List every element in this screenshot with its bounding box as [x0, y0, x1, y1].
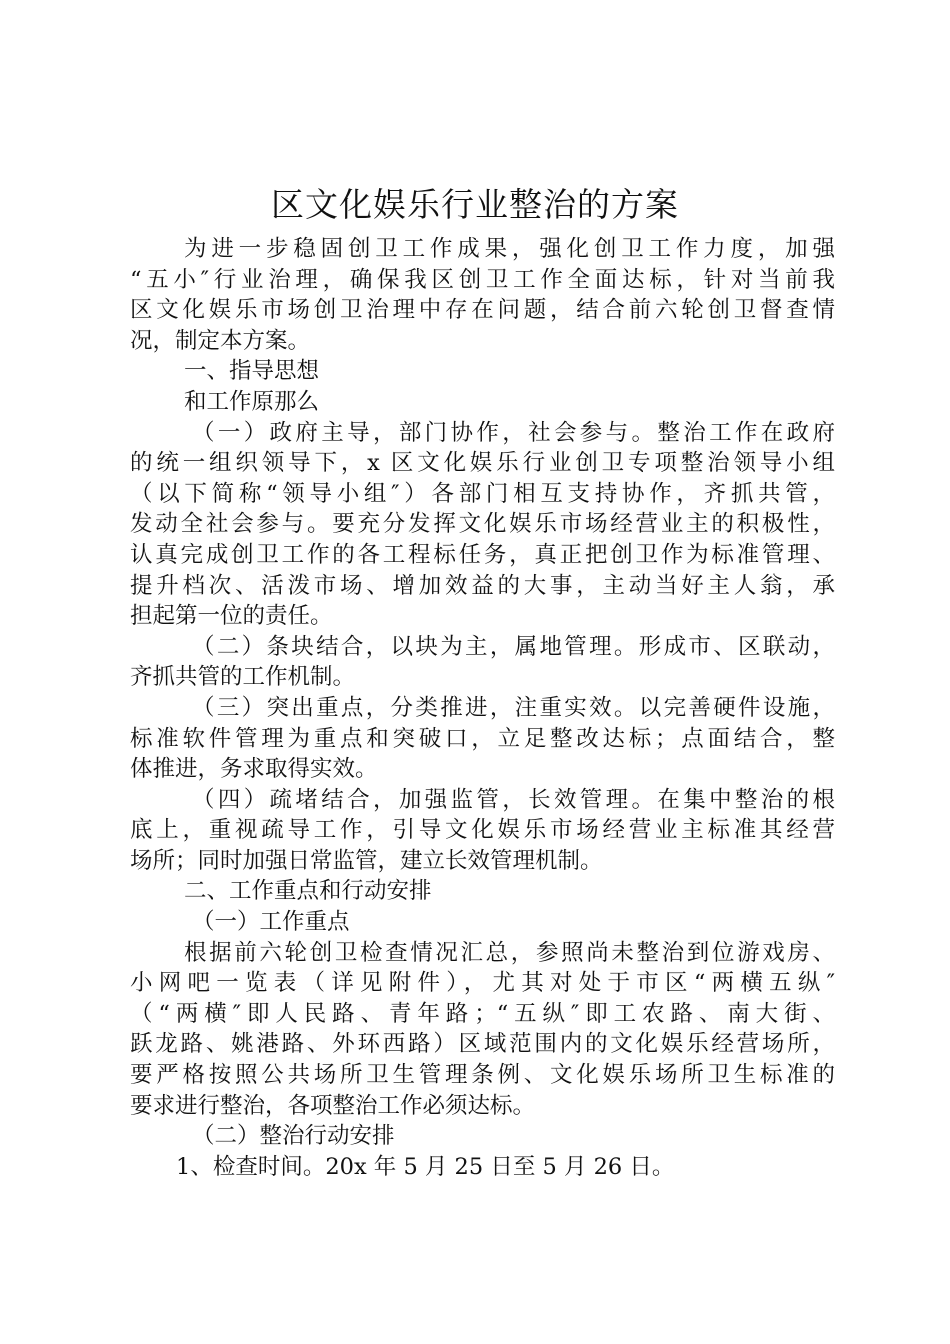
paragraph-line: （二）条块结合，以块为主，属地管理。形成市、区联动， — [192, 633, 835, 660]
paragraph-line: 标准软件管理为重点和突破口，立足整改达标；点面结合，整 — [130, 725, 835, 752]
paragraph-line: 根据前六轮创卫检查情况汇总，参照尚未整治到位游戏房、 — [184, 939, 835, 966]
paragraph-line: 体推进，务求取得实效。 — [130, 756, 378, 783]
paragraph-line: 提升档次、活泼市场、增加效益的大事，主动当好主人翁，承 — [130, 572, 835, 599]
paragraph-line: （一）政府主导，部门协作，社会参与。整治工作在政府 — [192, 419, 835, 446]
section-heading: 二、工作重点和行动安排 — [184, 878, 432, 905]
paragraph-line: 担起第一位的责任。 — [130, 603, 333, 630]
paragraph-line: 齐抓共管的工作机制。 — [130, 664, 356, 691]
section-heading: 和工作原那么 — [184, 388, 320, 415]
paragraph-line: （四）疏堵结合，加强监管，长效管理。在集中整治的根 — [192, 786, 835, 813]
paragraph-line: 跃龙路、姚港路、外环西路）区域范围内的文化娱乐经营场所， — [130, 1031, 835, 1058]
paragraph-line: 小网吧一览表（详见附件），尤其对处于市区“两横五纵″ — [130, 970, 835, 997]
subsection-heading: （二）整治行动安排 — [192, 1123, 395, 1150]
paragraph-line: 要严格按照公共场所卫生管理条例、文化娱乐场所卫生标准的 — [130, 1062, 835, 1089]
section-heading: 一、指导思想 — [184, 358, 320, 385]
paragraph-line: 认真完成创卫工作的各工程标任务，真正把创卫作为标准管理、 — [130, 541, 835, 568]
paragraph-line: 1、检查时间。20x 年 5 月 25 日至 5 月 26 日。 — [176, 1153, 675, 1180]
paragraph-line: （以下简称“领导小组″）各部门相互支持协作，齐抓共管， — [130, 480, 835, 507]
document-title: 区文化娱乐行业整治的方案 — [271, 185, 679, 224]
paragraph-line: 底上，重视疏导工作，引导文化娱乐市场经营业主标准其经营 — [130, 817, 835, 844]
document-body — [130, 234, 835, 1182]
paragraph-line: 区文化娱乐市场创卫治理中存在问题，结合前六轮创卫督查情 — [130, 297, 835, 324]
paragraph-line: 况，制定本方案。 — [130, 327, 311, 354]
paragraph-line: 要求进行整治，各项整治工作必须达标。 — [130, 1092, 536, 1119]
paragraph-line: 场所；同时加强日常监管，建立长效管理机制。 — [130, 847, 603, 874]
paragraph-line: 的统一组织领导下，x 区文化娱乐行业创卫专项整治领导小组 — [130, 450, 835, 477]
paragraph-line: 发动全社会参与。要充分发挥文化娱乐市场经营业主的积极性， — [130, 511, 835, 538]
paragraph-line: （三）突出重点，分类推进，注重实效。以完善硬件设施， — [192, 694, 835, 721]
subsection-heading: （一）工作重点 — [192, 909, 350, 936]
paragraph-line: 为进一步稳固创卫工作成果，强化创卫工作力度，加强 — [184, 236, 835, 262]
paragraph-line: “五小″行业治理，确保我区创卫工作全面达标，针对当前我 — [130, 266, 835, 293]
paragraph-line: （“两横″即人民路、青年路；“五纵″即工农路、南大街、 — [130, 1000, 835, 1027]
